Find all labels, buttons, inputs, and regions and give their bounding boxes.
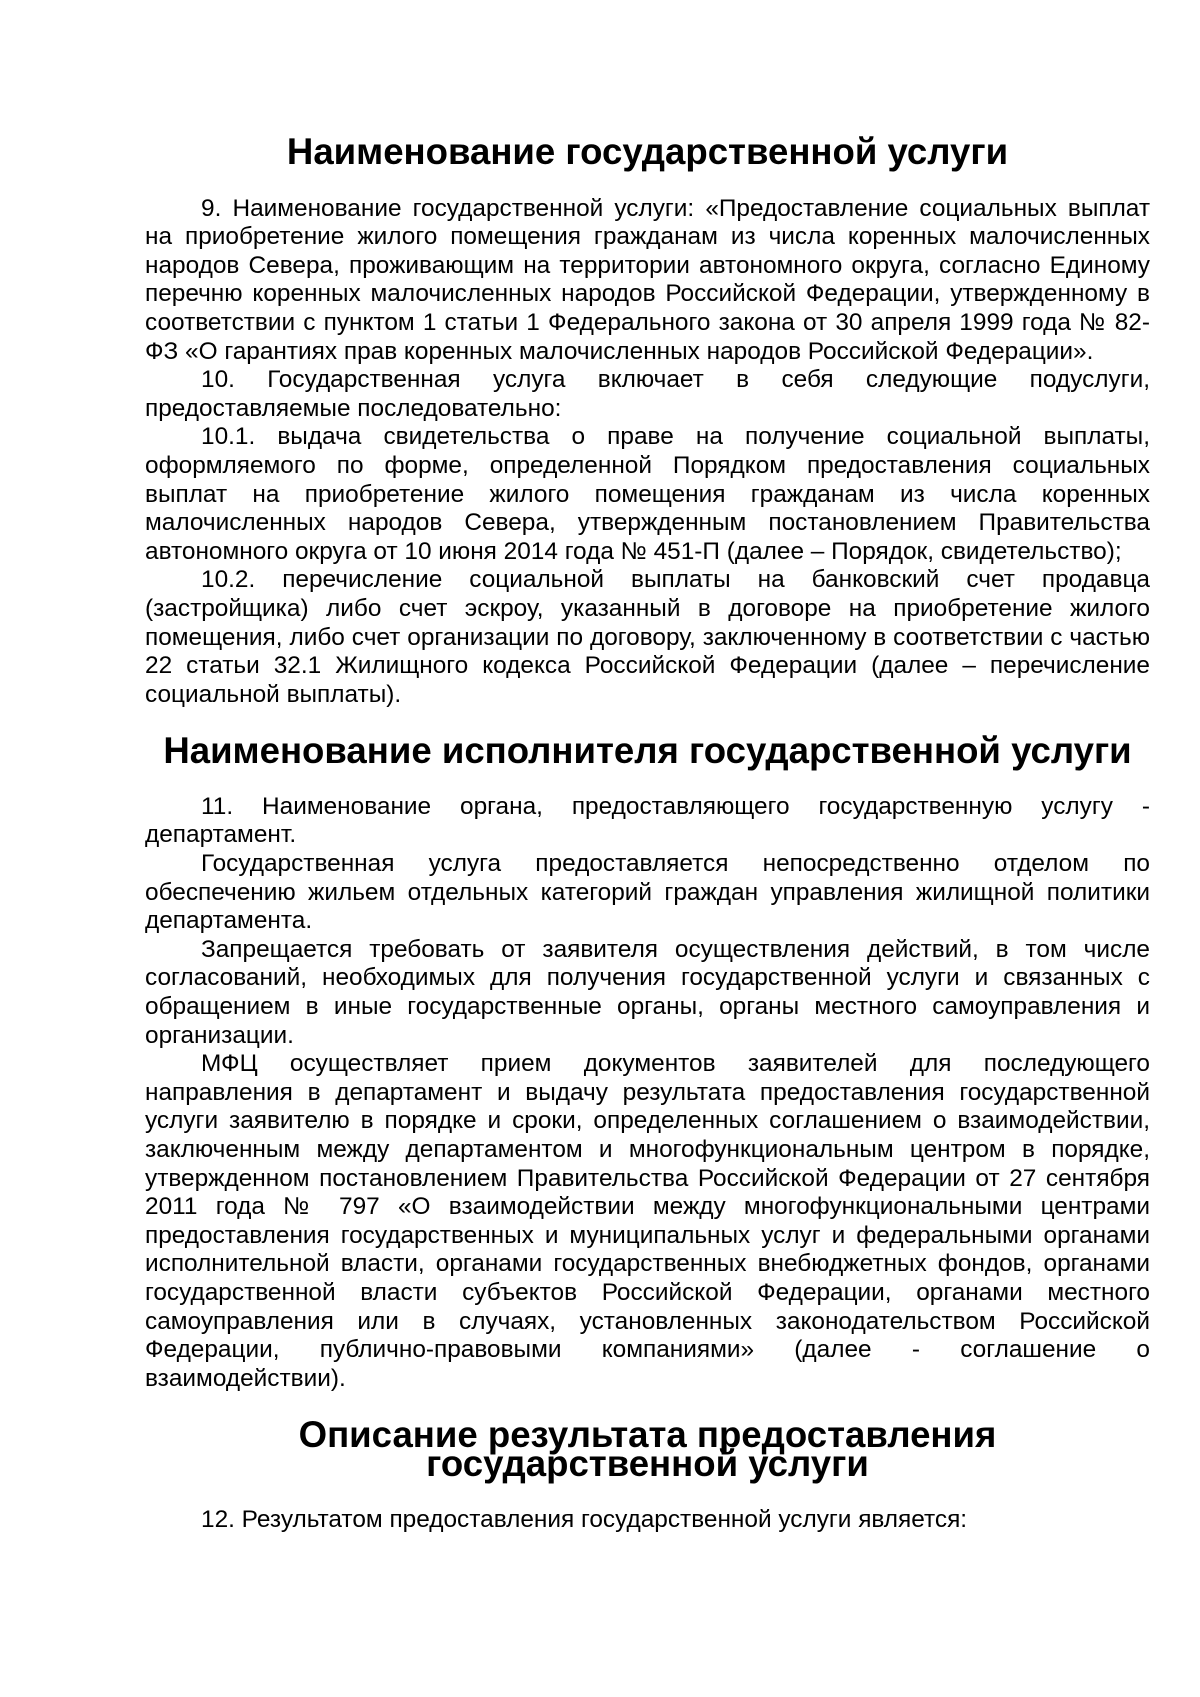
paragraph-11-mfc: МФЦ осуществляет прием документов заявителей для последующего направления в департамент и выдачу результата предоставления государственной услуги заявителю в порядке и сроки, определенных соглашением о взаимодействии, заключенным между департаментом и многофункциональным центром в порядке, утвержденном постановлением Правительства Российской Федерации от 27 сентября 2011 года № 797 «О взаимодействии между многофункциональными центрами предоставления государственных и муниципальных услуг и федеральными органами исполнительной власти, органами государственных внебюджетных фондов, органами государственной власти субъектов Российской Федерации, органами местного самоуправления или в случаях, установленных законодательством Российской Федерации, публично-правовыми компаниями» (далее - соглашение о взаимодействии).	[145, 1050, 1150, 1392]
section-heading-service-name: Наименование государственной услуги	[286, 131, 1009, 172]
paragraph-11-prohibition: Запрещается требовать от заявителя осуществления действий, в том числе согласований, необходимых для получения государственной услуги и связанных с обращением в иные государственные органы, органы местного самоуправления и организации.	[145, 935, 1150, 1049]
section-heading-service-result: Описание результата предоставления государственной услуги	[298, 1414, 997, 1484]
section-heading-service-executor: Наименование исполнителя государственной услуги	[163, 730, 1132, 772]
document-page	[145, 131, 1150, 1534]
paragraph-11: 11. Наименование органа, предоставляющего государственную услугу - департамент.	[145, 792, 1150, 849]
paragraph-10-1: 10.1. выдача свидетельства о праве на получение социальной выплаты, оформляемого по форме, определенной Порядком предоставления социальных выплат на приобретение жилого помещения гражданам из числа коренных малочисленных народов Севера, утвержденным постановлением Правительства автономного округа от 10 июня 2014 года № 451-П (далее – Порядок, свидетельство);	[145, 423, 1150, 565]
paragraph-10-2: 10.2. перечисление социальной выплаты на банковский счет продавца (застройщика) либо счет эскроу, указанный в договоре на приобретение жилого помещения, либо счет организации по договору, заключенному в соответствии с частью 22 статьи 32.1 Жилищного кодекса Российской Федерации (далее – перечисление социальной выплаты).	[145, 566, 1150, 708]
paragraph-12: 12. Результатом предоставления государственной услуги является:	[201, 1505, 968, 1533]
paragraph-10: 10. Государственная услуга включает в себя следующие подуслуги, предоставляемые последовательно:	[145, 366, 1150, 422]
paragraph-11-department: Государственная услуга предоставляется непосредственно отделом по обеспечению жильем отдельных категорий граждан управления жилищной политики департамента.	[145, 850, 1150, 935]
paragraph-9: 9. Наименование государственной услуги: «Предоставление социальных выплат на приобретение жилого помещения гражданам из числа коренных малочисленных народов Севера, проживающим на территории автономного округа, согласно Единому перечню коренных малочисленных народов Российской Федерации, утвержденному в соответствии с пунктом 1 статьи 1 Федерального закона от 30 апреля 1999 года № 82-ФЗ «О гарантиях прав коренных малочисленных народов Российской Федерации».	[145, 194, 1150, 365]
